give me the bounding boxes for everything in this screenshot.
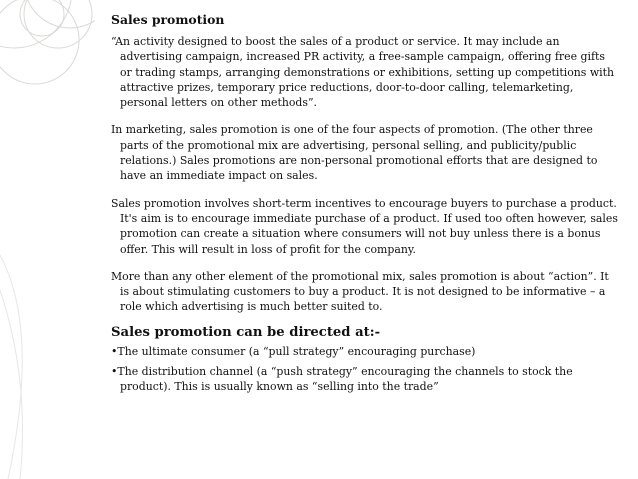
slide-content	[111, 12, 619, 400]
bullet-consumer: •The ultimate consumer (a “pull strategy” encouraging purchase)	[111, 344, 476, 358]
directed-at-heading: Sales promotion can be directed at:-	[111, 324, 381, 340]
action-paragraph: More than any other element of the promotional mix, sales promotion is about “action”. It is about stimulating customers to buy a product. It is not designed to be informative – a role which advertising is much better suited to.	[111, 269, 609, 314]
incentives-paragraph: Sales promotion involves short-term incentives to encourage buyers to purchase a product. It's aim is to encourage immediate purchase of a product. If used too often however, sales promotion can create a situation where consumers will not buy unless there is a bonus offer. This will result in loss of profit for the company.	[111, 196, 618, 256]
bullet-distribution-channel: •The distribution channel (a “push strategy” encouraging the channels to stock the product). This is usually known as “selling into the trade”	[111, 365, 573, 394]
slide-title: Sales promotion	[111, 12, 225, 27]
definition-paragraph: “An activity designed to boost the sales of a product or service. It may include an advertising campaign, increased PR activity, a free-sample campaign, offering free gifts or trading stamps, arranging demonstrations or exhibitions, setting up competitions with attractive prizes, temporary price reductions, door-to-door calling, telemarketing, personal letters on other methods”.	[111, 35, 615, 110]
marketing-aspects-paragraph: In marketing, sales promotion is one of the four aspects of promotion. (The other three parts of the promotional mix are advertising, personal selling, and publicity/public relations.) Sales promotions are non-personal promotional efforts that are designed to have an immediate impact on sales.	[111, 123, 598, 183]
decorative-circles	[0, 0, 95, 479]
